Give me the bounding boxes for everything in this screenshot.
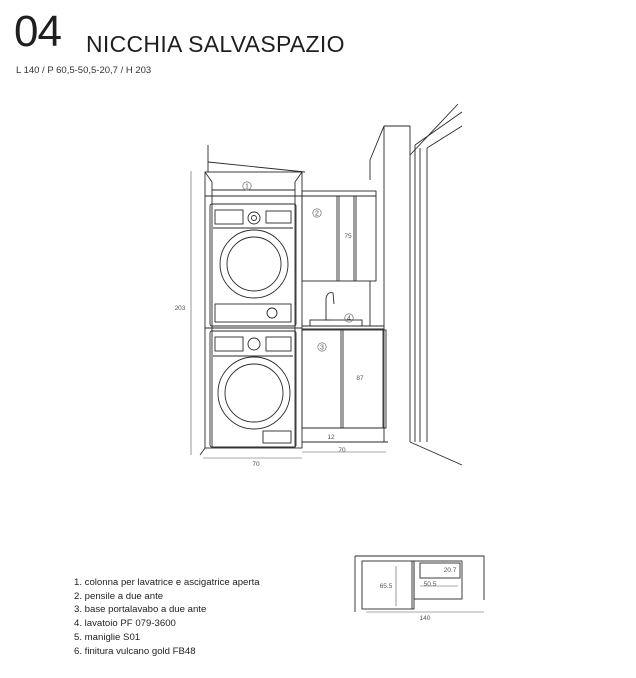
- project-number: 04: [14, 7, 61, 56]
- project-dimensions: L 140 / P 60,5-50,5-20,7 / H 203: [16, 65, 152, 76]
- wall-unit-height-label: 75: [344, 233, 352, 240]
- plan-base-depth-label: 50.5: [423, 581, 437, 588]
- marker-4: 4: [347, 315, 351, 323]
- height-label: 203: [174, 305, 186, 312]
- plan-total-width-label: 140: [419, 615, 431, 622]
- legend-item: 2. pensile a due ante: [74, 590, 164, 602]
- legend-item: 4. lavatoio PF 079-3600: [74, 618, 176, 630]
- legend-item: 5. maniglie S01: [74, 631, 141, 643]
- marker-1: 1: [245, 183, 249, 191]
- legend-item: 3. base portalavabo a due ante: [74, 604, 207, 616]
- plan-walls: [355, 556, 484, 600]
- base-width-label: 70: [338, 447, 346, 454]
- base-height-label: 87: [356, 375, 364, 382]
- plinth-label: 12: [327, 434, 335, 441]
- project-title: NICCHIA SALVASPAZIO: [86, 31, 345, 57]
- marker-2: 2: [315, 210, 319, 218]
- plan-wall-depth-label: 20.7: [443, 567, 457, 574]
- legend-item: 6. finitura vulcano gold FB48: [74, 645, 196, 657]
- legend-item: 1. colonna per lavatrice e ascigatrice aperta: [74, 577, 260, 588]
- marker-3: 3: [320, 344, 324, 352]
- plan-column-depth-label: 65.5: [379, 583, 393, 590]
- column-width-label: 70: [252, 461, 260, 468]
